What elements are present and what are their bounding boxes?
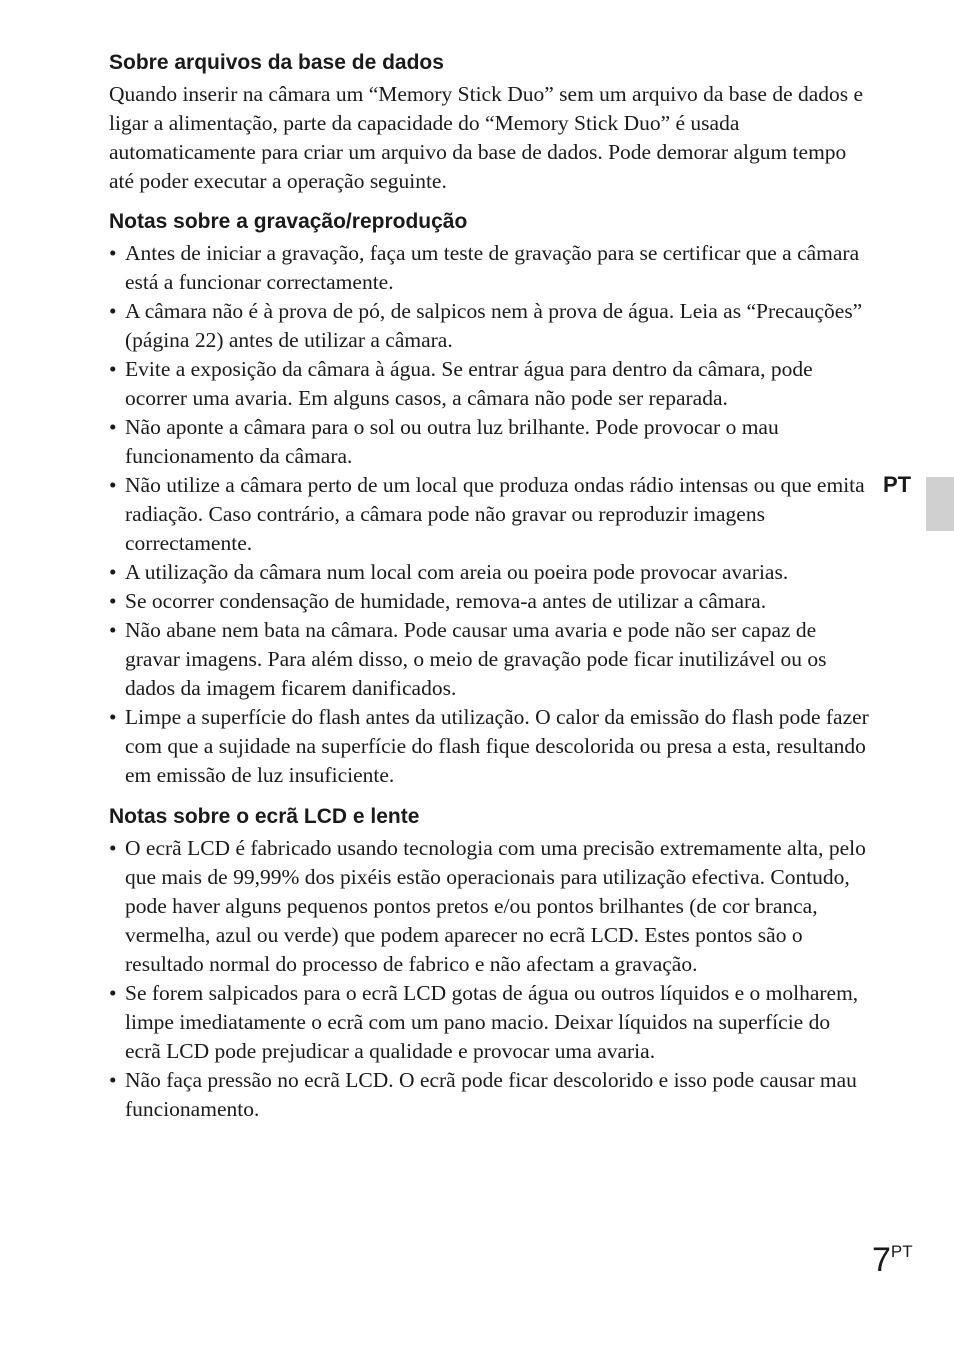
list-item (109, 979, 869, 1066)
page-number (872, 1240, 913, 1280)
list-item-text: Não utilize a câmara perto de um local que produza ondas rádio intensas ou que emita radiação. Caso contrário, a câmara pode não gravar ou reproduzir imagens correctamente. (125, 473, 865, 555)
bullet-marker: • (109, 618, 117, 642)
bullet-marker: • (109, 473, 117, 497)
section-lcd-lens-notes (109, 804, 869, 1124)
list-item-text: Evite a exposição da câmara à água. Se entrar água para dentro da câmara, pode ocorrer uma avaria. Em alguns casos, a câmara não pode ser reparada. (125, 357, 813, 410)
list-item (109, 413, 869, 471)
page-number-value: 7 (872, 1241, 891, 1279)
list-item (109, 239, 869, 297)
section-paragraph: Quando inserir na câmara um “Memory Stick Duo” sem um arquivo da base de dados e ligar a alimentação, parte da capacidade do “Memory Stick Duo” é usada automaticamente para criar um arquivo da base de dados. Pode demorar algum tempo até poder executar a operação seguinte. (109, 82, 864, 193)
section-heading: Notas sobre a gravação/reprodução (109, 210, 468, 233)
page-number-suffix: PT (890, 1242, 913, 1261)
section-recording-notes (109, 209, 869, 790)
list-item (109, 471, 869, 558)
bullet-marker: • (109, 589, 117, 613)
bullet-marker: • (109, 981, 117, 1005)
language-tab-label: PT (883, 472, 912, 497)
page-content (109, 50, 869, 1138)
list-item-text: Se forem salpicados para o ecrã LCD gotas de água ou outros líquidos e o molharem, limpe imediatamente o ecrã com um pano macio. Deixar líquidos na superfície do ecrã LCD pode prejudicar a qualidade e provocar uma avaria. (125, 981, 859, 1063)
list-item-text: O ecrã LCD é fabricado usando tecnologia com uma precisão extremamente alta, pelo que mais de 99,99% dos pixéis estão operacionais para utilização efectiva. Contudo, pode haver alguns pequenos pontos pretos e/ou pontos brilhantes (de cor branca, vermelha, azul ou verde) que podem aparecer no ecrã LCD. Estes pontos são o resultado normal do processo de fabrico e não afectam a gravação. (125, 836, 866, 976)
list-item (109, 587, 869, 616)
section-heading: Sobre arquivos da base de dados (109, 51, 444, 74)
section-database-files (109, 50, 869, 196)
list-item-text: Não faça pressão no ecrã LCD. O ecrã pode ficar descolorido e isso pode causar mau funcionamento. (125, 1068, 857, 1121)
list-item (109, 703, 869, 790)
list-item-text: A utilização da câmara num local com areia ou poeira pode provocar avarias. (125, 560, 789, 584)
list-item-text: Não abane nem bata na câmara. Pode causar uma avaria e pode não ser capaz de gravar imagens. Para além disso, o meio de gravação pode ficar inutilizável ou os dados da imagem ficarem danificados. (125, 618, 827, 700)
bullet-marker: • (109, 415, 117, 439)
list-item (109, 834, 869, 979)
language-tab-marker (926, 477, 954, 531)
bullet-marker: • (109, 1068, 117, 1092)
list-item-text: A câmara não é à prova de pó, de salpicos nem à prova de água. Leia as “Precauções” (página 22) antes de utilizar a câmara. (125, 299, 863, 352)
bullet-list (109, 834, 869, 1124)
list-item (109, 616, 869, 703)
bullet-marker: • (109, 560, 117, 584)
bullet-marker: • (109, 836, 117, 860)
section-heading: Notas sobre o ecrã LCD e lente (109, 805, 420, 828)
bullet-marker: • (109, 241, 117, 265)
list-item (109, 1066, 869, 1124)
bullet-marker: • (109, 705, 117, 729)
list-item-text: Antes de iniciar a gravação, faça um teste de gravação para se certificar que a câmara está a funcionar correctamente. (125, 241, 860, 294)
list-item (109, 355, 869, 413)
list-item-text: Não aponte a câmara para o sol ou outra luz brilhante. Pode provocar o mau funcionamento da câmara. (125, 415, 779, 468)
list-item (109, 558, 869, 587)
bullet-list (109, 239, 869, 790)
list-item-text: Limpe a superfície do flash antes da utilização. O calor da emissão do flash pode fazer com que a sujidade na superfície do flash fique descolorida ou presa a esta, resultando em emissão de luz insuficiente. (125, 705, 869, 787)
list-item-text: Se ocorrer condensação de humidade, remova-a antes de utilizar a câmara. (125, 589, 767, 613)
bullet-marker: • (109, 357, 117, 381)
bullet-marker: • (109, 299, 117, 323)
list-item (109, 297, 869, 355)
